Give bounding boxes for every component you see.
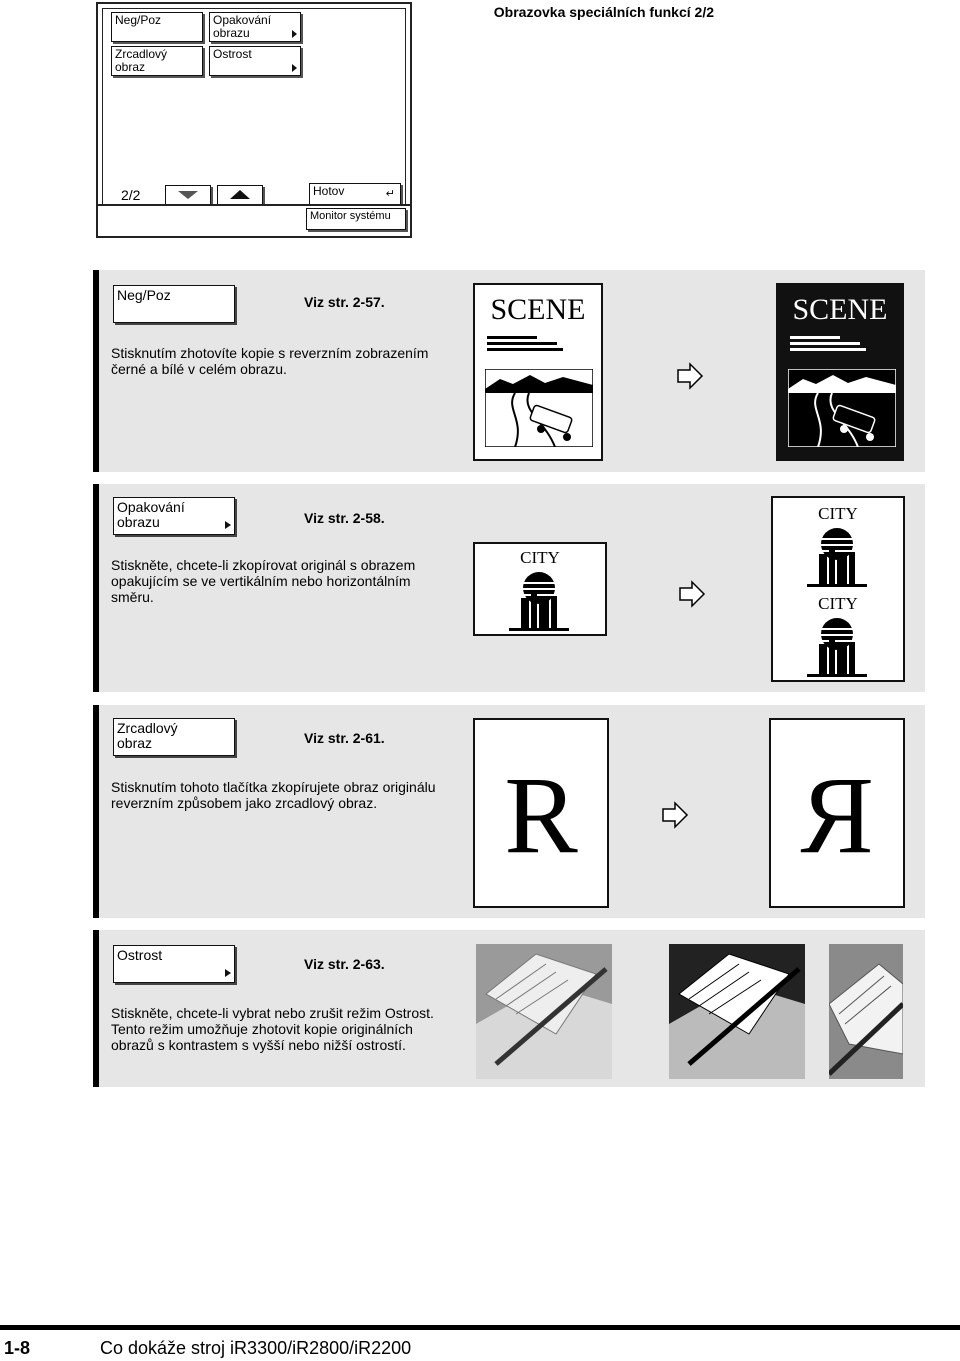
page-reference: Viz str. 2-61. — [304, 730, 385, 746]
mirror-image-button[interactable] — [111, 46, 203, 76]
mirrored-letter-page — [769, 718, 905, 908]
page-number: 1-8 — [4, 1338, 31, 1358]
section-marker — [93, 705, 99, 918]
sheet-music-photo-sharp-icon — [669, 944, 805, 1079]
footer-rule — [0, 1325, 960, 1330]
section-neg-poz — [93, 270, 925, 472]
scene-text-lines-icon — [788, 333, 896, 353]
original-letter: R — [504, 754, 578, 876]
page-reference: Viz str. 2-58. — [304, 510, 385, 526]
triangle-down-icon — [166, 186, 210, 204]
scene-title-negative: SCENE — [792, 293, 888, 326]
sheet-music-photo-result-icon — [829, 944, 903, 1079]
submenu-arrow-icon — [225, 969, 231, 977]
section-description: Stisknutím zhotovíte kopie s reverzním zobrazením černé a bílé v celém obrazu. — [111, 345, 429, 377]
mirrored-letter: Я — [800, 754, 874, 876]
scene-title: SCENE — [490, 293, 586, 326]
sharpness-function-button — [113, 945, 235, 983]
enter-icon: ↵ — [385, 188, 395, 200]
sharpness-label: Ostrost — [213, 47, 252, 61]
section-description: Stiskněte, chcete-li zkopírovat originál s obrazem opakujícím se ve vertikálním nebo horizontálním směru. — [111, 557, 416, 605]
car-landscape-icon — [485, 369, 593, 447]
negative-scene-image — [776, 283, 904, 461]
image-repeat-function-label: Opakování obrazu — [117, 499, 185, 530]
city-title-top: CITY — [818, 504, 858, 523]
page-reference: Viz str. 2-63. — [304, 956, 385, 972]
section-marker — [93, 484, 99, 692]
section-sharpness — [93, 930, 925, 1087]
submenu-arrow-icon — [225, 521, 231, 529]
page-down-button[interactable] — [165, 185, 211, 205]
car-landscape-negative-icon — [788, 369, 896, 447]
done-label: Hotov — [313, 184, 345, 198]
done-button[interactable] — [309, 183, 401, 205]
page-up-button[interactable] — [217, 185, 263, 205]
repeated-city-image — [771, 496, 905, 682]
section-marker — [93, 270, 99, 472]
section-marker — [93, 930, 99, 1087]
neg-poz-function-button — [113, 285, 235, 323]
image-repeat-label: Opakování obrazu — [213, 13, 272, 40]
page-reference: Viz str. 2-57. — [304, 294, 385, 310]
sharpness-function-label: Ostrost — [117, 947, 163, 963]
section-description: Stisknutím tohoto tlačítka zkopírujete obraz originálu reverzním způsobem jako zrcadlový obraz. — [111, 779, 436, 811]
section-image-repeat — [93, 484, 925, 692]
system-monitor-button[interactable] — [306, 208, 406, 230]
scene-text-lines-icon — [485, 333, 593, 353]
submenu-arrow-icon — [292, 30, 297, 38]
city-title-bottom: CITY — [818, 594, 858, 613]
original-city-image — [473, 542, 607, 636]
section-description: Stiskněte, chcete-li vybrat nebo zrušit režim Ostrost. Tento režim umožňuje zhotovit kopie originálních obrazů s kontrastem s vyšší nebo nižší ostrostí. — [111, 1005, 434, 1053]
screen-content — [102, 8, 406, 210]
sheet-music-photo-soft-icon — [476, 944, 612, 1079]
city-skyline-icon — [807, 526, 867, 588]
mirror-image-function-button — [113, 718, 235, 756]
neg-poz-function-label: Neg/Poz — [117, 287, 171, 303]
sharpness-button[interactable] — [209, 46, 301, 76]
image-repeat-function-button — [113, 497, 235, 535]
page-indicator: 2/2 — [121, 187, 141, 203]
city-skyline-icon — [509, 570, 569, 632]
page-title: Obrazovka speciálních funkcí 2/2 — [493, 4, 714, 20]
neg-poz-button[interactable] — [111, 12, 203, 42]
status-bar — [98, 204, 410, 236]
mirror-image-function-label: Zrcadlový obraz — [117, 720, 178, 751]
result-arrow-icon — [661, 801, 689, 829]
submenu-arrow-icon — [292, 64, 297, 72]
original-letter-page — [473, 718, 609, 908]
section-mirror-image — [93, 705, 925, 918]
original-scene-image — [473, 283, 603, 461]
city-skyline-icon — [807, 616, 867, 678]
image-repeat-button[interactable] — [209, 12, 301, 42]
neg-poz-label: Neg/Poz — [115, 13, 162, 27]
footer-text: Co dokáže stroj iR3300/iR2800/iR2200 — [100, 1338, 412, 1358]
system-monitor-label: Monitor systému — [310, 210, 391, 222]
result-arrow-icon — [676, 362, 704, 390]
triangle-up-icon — [218, 186, 262, 204]
result-arrow-icon — [678, 580, 706, 608]
city-title: CITY — [520, 548, 560, 567]
mirror-image-label: Zrcadlový obraz — [115, 47, 168, 74]
special-functions-screen — [96, 2, 412, 238]
